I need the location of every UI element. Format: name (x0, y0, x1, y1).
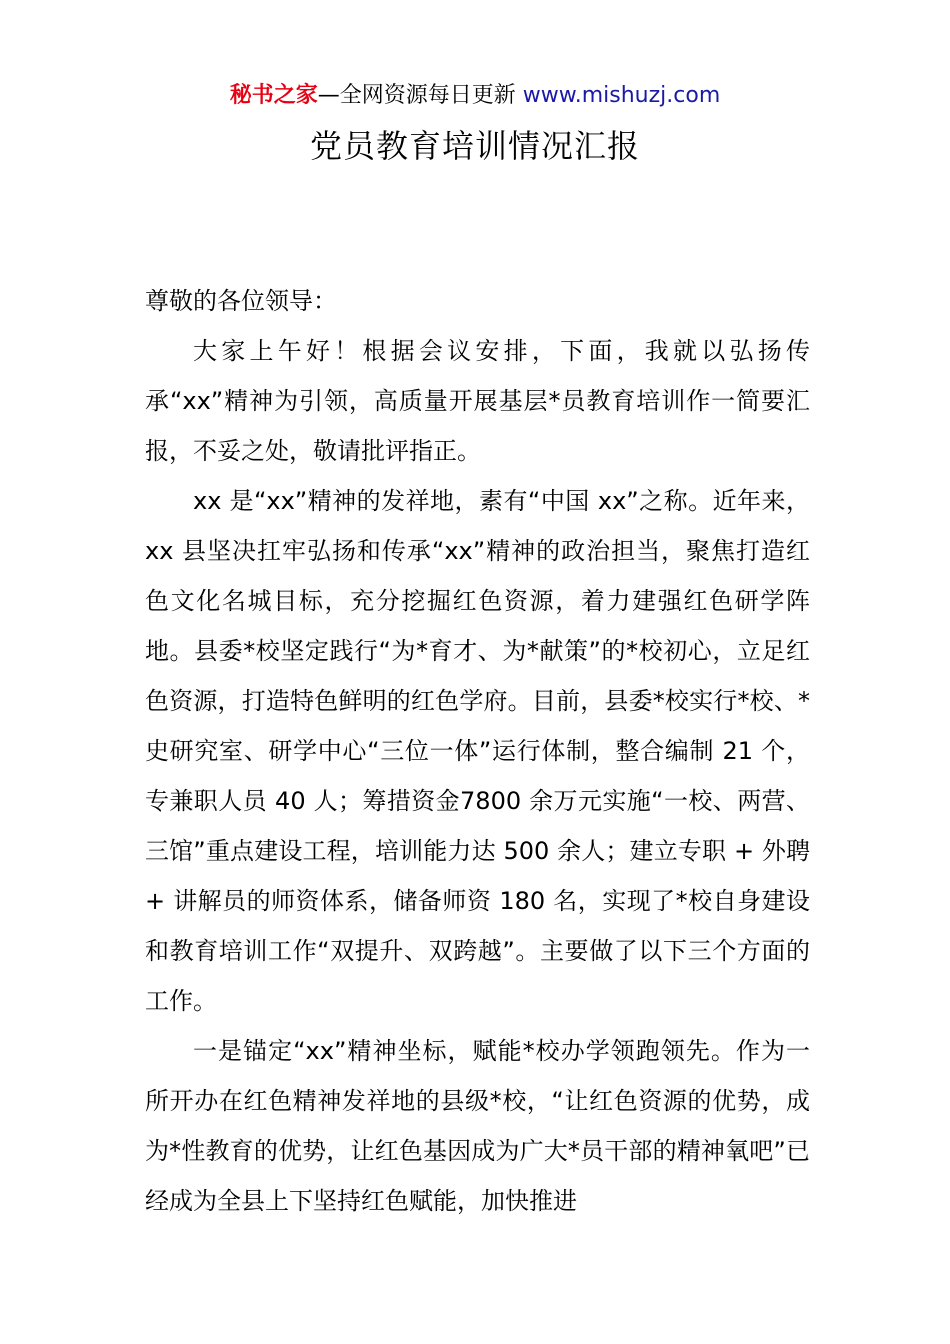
paragraph-background: xx 是“xx”精神的发祥地，素有“中国 xx”之称。近年来，xx 县坚决扛牢弘扬和传承“xx”精神的政治担当，聚焦打造红色文化名城目标，充分挖掘红色资源，着力建强红色研学阵地。县委*校坚定践行“为*育才、为*献策”的*校初心，立足红色资源，打造特色鲜明的红色学府。目前，县委*校实行*校、*史研究室、研学中心“三位一体”运行体制，整合编制 21 个，专兼职人员 40 人；筹措资金7800 余万元实施“一校、两营、三馆”重点建设工程，培训能力达 500 余人；建立专职 + 外聘 + 讲解员的师资体系，储备师资 180 名，实现了*校自身建设和教育培训工作“双提升、双跨越”。主要做了以下三个方面的工作。 (145, 487, 810, 1015)
document-title: 党员教育培训情况汇报 (309, 127, 640, 165)
site-url-link[interactable]: www.mishuzj.com (522, 83, 721, 108)
salutation: 尊敬的各位领导： (145, 287, 337, 315)
paragraph-point-one: 一是锚定“xx”精神坐标，赋能*校办学领跑领先。作为一所开办在红色精神发祥地的县级*校，“让红色资源的优势，成为*性教育的优势，让红色基因成为广大*员干部的精神氧吧”已经成为全县上下坚持红色赋能，加快推进 (145, 1037, 810, 1215)
header-slogan: —全网资源每日更新 (317, 83, 516, 108)
paragraph-opening: 大家上午好！根据会议安排，下面，我就以弘扬传承“xx”精神为引领，高质量开展基层*员教育培训作一简要汇报，不妥之处，敬请批评指正。 (145, 337, 810, 465)
brand-name: 秘书之家 (229, 83, 318, 108)
site-header (0, 80, 950, 112)
document-body (145, 276, 810, 1226)
